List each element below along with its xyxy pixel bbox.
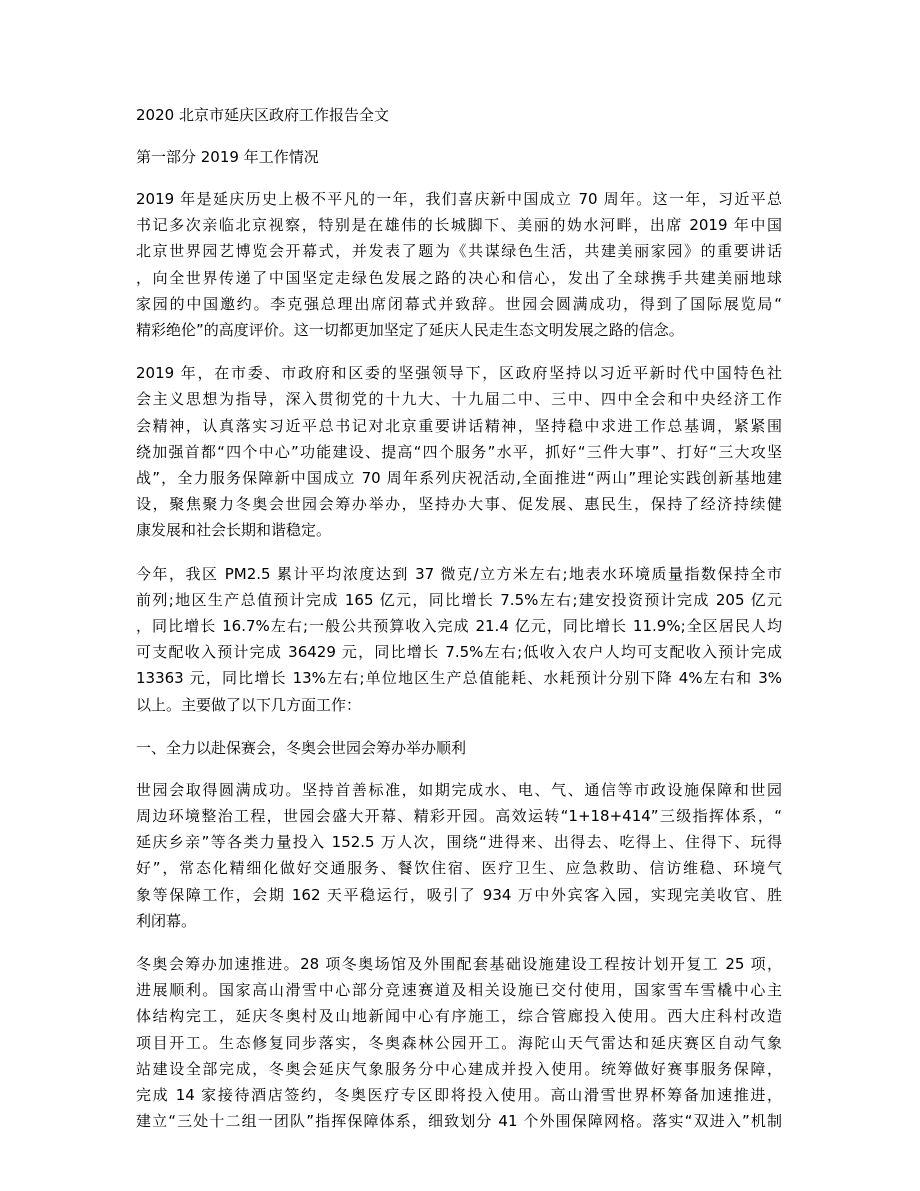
text-line: 设，聚焦聚力冬奥会世园会筹办举办，坚持办大事、促发展、惠民生，保持了经济持续健 (136, 495, 782, 514)
text-line: 利闭幕。 (136, 911, 197, 930)
text-line: 书记多次亲临北京视察，特别是在雄伟的长城脚下、美丽的妫水河畔，出席 2019 年中国 (136, 216, 782, 235)
text-line: 绕加强首都“四个中心”功能建设、提高“四个服务”水平，抓好“三件大事”、打好“三大攻坚 (136, 442, 782, 461)
text-line: 好”，常态化精细化做好交通服务、餐饮住宿、医疗卫生、应急救助、信访维稳、环境气 (136, 859, 782, 878)
paragraph-4 (136, 777, 782, 934)
text-line: 以上。主要做了以下几方面工作： (136, 695, 362, 714)
text-line: 可支配收入预计完成 36429 元，同比增长 7.5%左右;低收入农户人均可支配收入预计完成 (136, 643, 782, 662)
text-line: 完成 14 家接待酒店签约，冬奥医疗专区即将投入使用。高山滑雪世界杯筹备加速推进， (136, 1086, 782, 1105)
text-line: 会主义思想为指导，深入贯彻党的十九大、十九届二中、三中、四中全会和中央经济工作 (136, 390, 782, 409)
text-line: 2019 年是延庆历史上极不平凡的一年，我们喜庆新中国成立 70 周年。这一年，习近平总 (136, 190, 782, 208)
text-line: 今年，我区 PM2.5 累计平均浓度达到 37 微克/立方米左右;地表水环境质量指数保持全市 (136, 564, 782, 583)
paragraph-5 (136, 951, 782, 1134)
text-line: 建立“三处十二组一团队”指挥保障体系，细致划分 41 个外围保障网格。落实“双进入”机制 (136, 1112, 782, 1131)
document-title: 2020 北京市延庆区政府工作报告全文 (136, 106, 389, 124)
text-line: 2019 年，在市委、市政府和区委的坚强领导下，区政府坚持以习近平新时代中国特色社 (136, 364, 782, 383)
subheading-1: 一、全力以赴保赛会，冬奥会世园会筹办举办顺利 (136, 738, 467, 757)
text-line: 家园的中国邀约。李克强总理出席闭幕式并致辞。世园会圆满成功，得到了国际展览局“ (136, 294, 782, 313)
text-line: 冬奥会筹办加速推进。28 项冬奥场馆及外围配套基础设施建设工程按计划开复工 25 项， (136, 955, 782, 974)
text-line: 进展顺利。国家高山滑雪中心部分竞速赛道及相关设施已交付使用，国家雪车雪橇中心主 (136, 981, 782, 1000)
text-line: 延庆乡亲”等各类力量投入 152.5 万人次，围绕“进得来、出得去、吃得上、住得下、玩得 (136, 833, 782, 852)
text-line: 会精神，认真落实习近平总书记对北京重要讲话精神，坚持稳中求进工作总基调，紧紧围 (136, 416, 782, 435)
text-line: 周边环境整治工程，世园会盛大开幕、精彩开园。高效运转“1+18+414”三级指挥体系，“ (136, 807, 782, 826)
text-line: 13363 元，同比增长 13%左右;单位地区生产总值能耗、水耗预计分别下降 4%左右和 3% (136, 669, 782, 688)
paragraph-1 (136, 186, 782, 343)
section-heading: 第一部分 2019 年工作情况 (136, 148, 319, 166)
text-line: 象等保障工作，会期 162 天平稳运行，吸引了 934 万中外宾客入园，实现完美收官、胜 (136, 885, 782, 904)
paragraph-3 (136, 561, 782, 718)
text-line: ，向全世界传递了中国坚定走绿色发展之路的决心和信心，发出了全球携手共建美丽地球 (136, 268, 782, 287)
text-line: 体结构完工，延庆冬奥村及山地新闻中心有序施工，综合管廊投入使用。西大庄科村改造 (136, 1007, 782, 1026)
text-line: 站建设全部完成，冬奥会延庆气象服务分中心建成并投入使用。统筹做好赛事服务保障， (136, 1059, 782, 1078)
paragraph-2 (136, 360, 782, 543)
text-line: 项目开工。生态修复同步落实，冬奥森林公园开工。海陀山天气雷达和延庆赛区自动气象 (136, 1033, 782, 1052)
text-line: 前列;地区生产总值预计完成 165 亿元，同比增长 7.5%左右;建安投资预计完成 205 亿元 (136, 590, 782, 609)
text-line: 战”，全力服务保障新中国成立 70 周年系列庆祝活动,全面推进“两山”理论实践创新基地建 (136, 469, 782, 488)
document-page (136, 102, 782, 1152)
text-line: 精彩绝伦”的高度评价。这一切都更加坚定了延庆人民走生态文明发展之路的信念。 (136, 321, 684, 340)
text-line: 世园会取得圆满成功。坚持首善标准，如期完成水、电、气、通信等市政设施保障和世园 (136, 780, 782, 799)
text-line: ，同比增长 16.7%左右;一般公共预算收入完成 21.4 亿元，同比增长 11.9%;全区居民人均 (136, 617, 782, 636)
text-line: 康发展和社会长期和谐稳定。 (136, 521, 332, 540)
text-line: 北京世界园艺博览会开幕式，并发表了题为《共谋绿色生活，共建美丽家园》的重要讲话 (136, 242, 782, 261)
